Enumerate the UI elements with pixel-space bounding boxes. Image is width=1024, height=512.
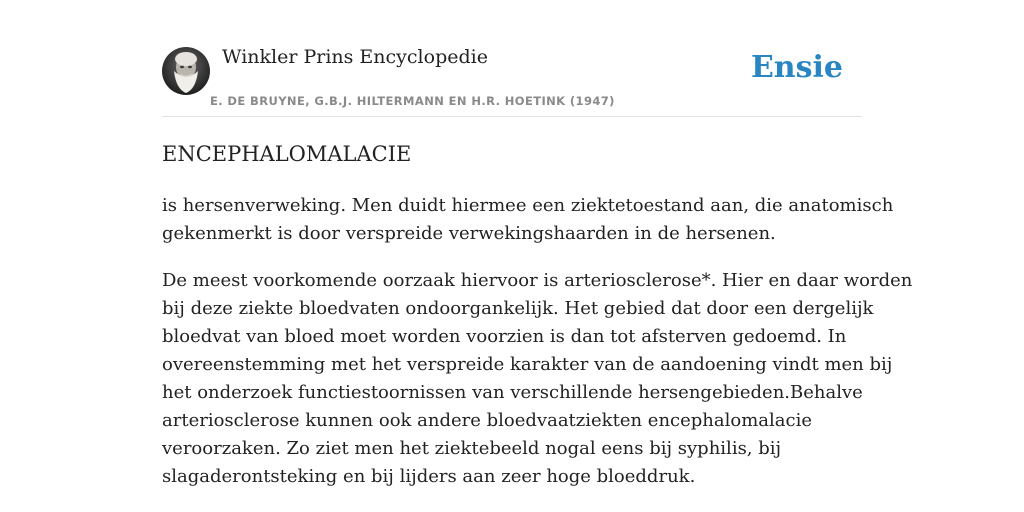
text-line: slagaderontsteking en bij lijders aan zeer hoge bloeddruk. xyxy=(162,466,696,487)
bearded-man-portrait-icon xyxy=(162,47,210,95)
paragraph-2 xyxy=(162,267,913,491)
brand-logo[interactable]: Ensie xyxy=(750,50,843,85)
source-title[interactable]: Winkler Prins Encyclopedie xyxy=(222,46,488,68)
text-line: het onderzoek functiestoornissen van verschillende hersengebieden.Behalve xyxy=(162,382,863,403)
text-line: overeenstemming met het verspreide karakter van de aandoening vindt men bij xyxy=(162,354,893,375)
entry-title: ENCEPHALOMALACIE xyxy=(162,142,412,166)
entry-body xyxy=(162,192,913,510)
text-line: bij deze ziekte bloedvaten ondoorgankelijk. Het gebied dat door een dergelijk xyxy=(162,298,874,319)
text-line: gekenmerkt is door verspreide verwekingshaarden in de hersenen. xyxy=(162,223,776,244)
header xyxy=(162,0,862,117)
text-line: arteriosclerose kunnen ook andere bloedvaatziekten encephalomalacie xyxy=(162,410,812,431)
paragraph-1 xyxy=(162,192,894,248)
text-line: De meest voorkomende oorzaak hiervoor is arteriosclerose*. Hier en daar worden xyxy=(162,270,913,291)
text-line: veroorzaken. Zo ziet men het ziektebeeld nogal eens bij syphilis, bij xyxy=(162,438,782,459)
authors-line: E. DE BRUYNE, G.B.J. HILTERMANN EN H.R. HOETINK (1947) xyxy=(210,94,615,108)
text-line: is hersenverweking. Men duidt hiermee een ziektetoestand aan, die anatomisch xyxy=(162,195,894,216)
text-line: bloedvat van bloed moet worden voorzien is dan tot afsterven gedoemd. In xyxy=(162,326,847,347)
avatar[interactable] xyxy=(162,47,210,95)
